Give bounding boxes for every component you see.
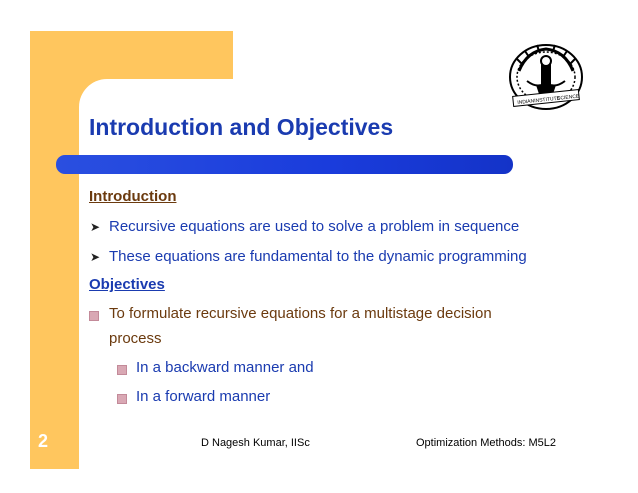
square-bullet-icon [117,365,127,375]
page-number: 2 [38,431,49,451]
square-bullet-icon [117,394,127,404]
objective-line-1: To formulate recursive equations for a multistage decision [109,305,492,322]
slide-title: Introduction and Objectives [89,114,394,140]
intro-item-2: These equations are fundamental to the dynamic programming [109,248,527,265]
institute-logo [505,41,587,115]
intro-item-1: Recursive equations are used to solve a problem in sequence [109,218,520,235]
arrow-bullet-icon: ➤ [90,220,101,234]
sub-item-1: In a backward manner and [136,359,314,376]
footer-author: D Nagesh Kumar, IISc [201,437,310,449]
footer-course: Optimization Methods: M5L2 [416,437,557,449]
logo-text-right: SCIENCE [556,93,580,102]
title-underline-bar [56,155,513,174]
logo-text-left: INDIAN [517,98,535,107]
square-bullet-icon [89,311,99,321]
objective-line-2: process [109,330,162,347]
logo-text-mid: INSTITUTE [533,95,561,105]
objectives-heading: Objectives [89,276,165,293]
sub-item-2: In a forward manner [136,388,271,405]
introduction-heading: Introduction [89,188,177,205]
arrow-bullet-icon: ➤ [90,250,101,264]
